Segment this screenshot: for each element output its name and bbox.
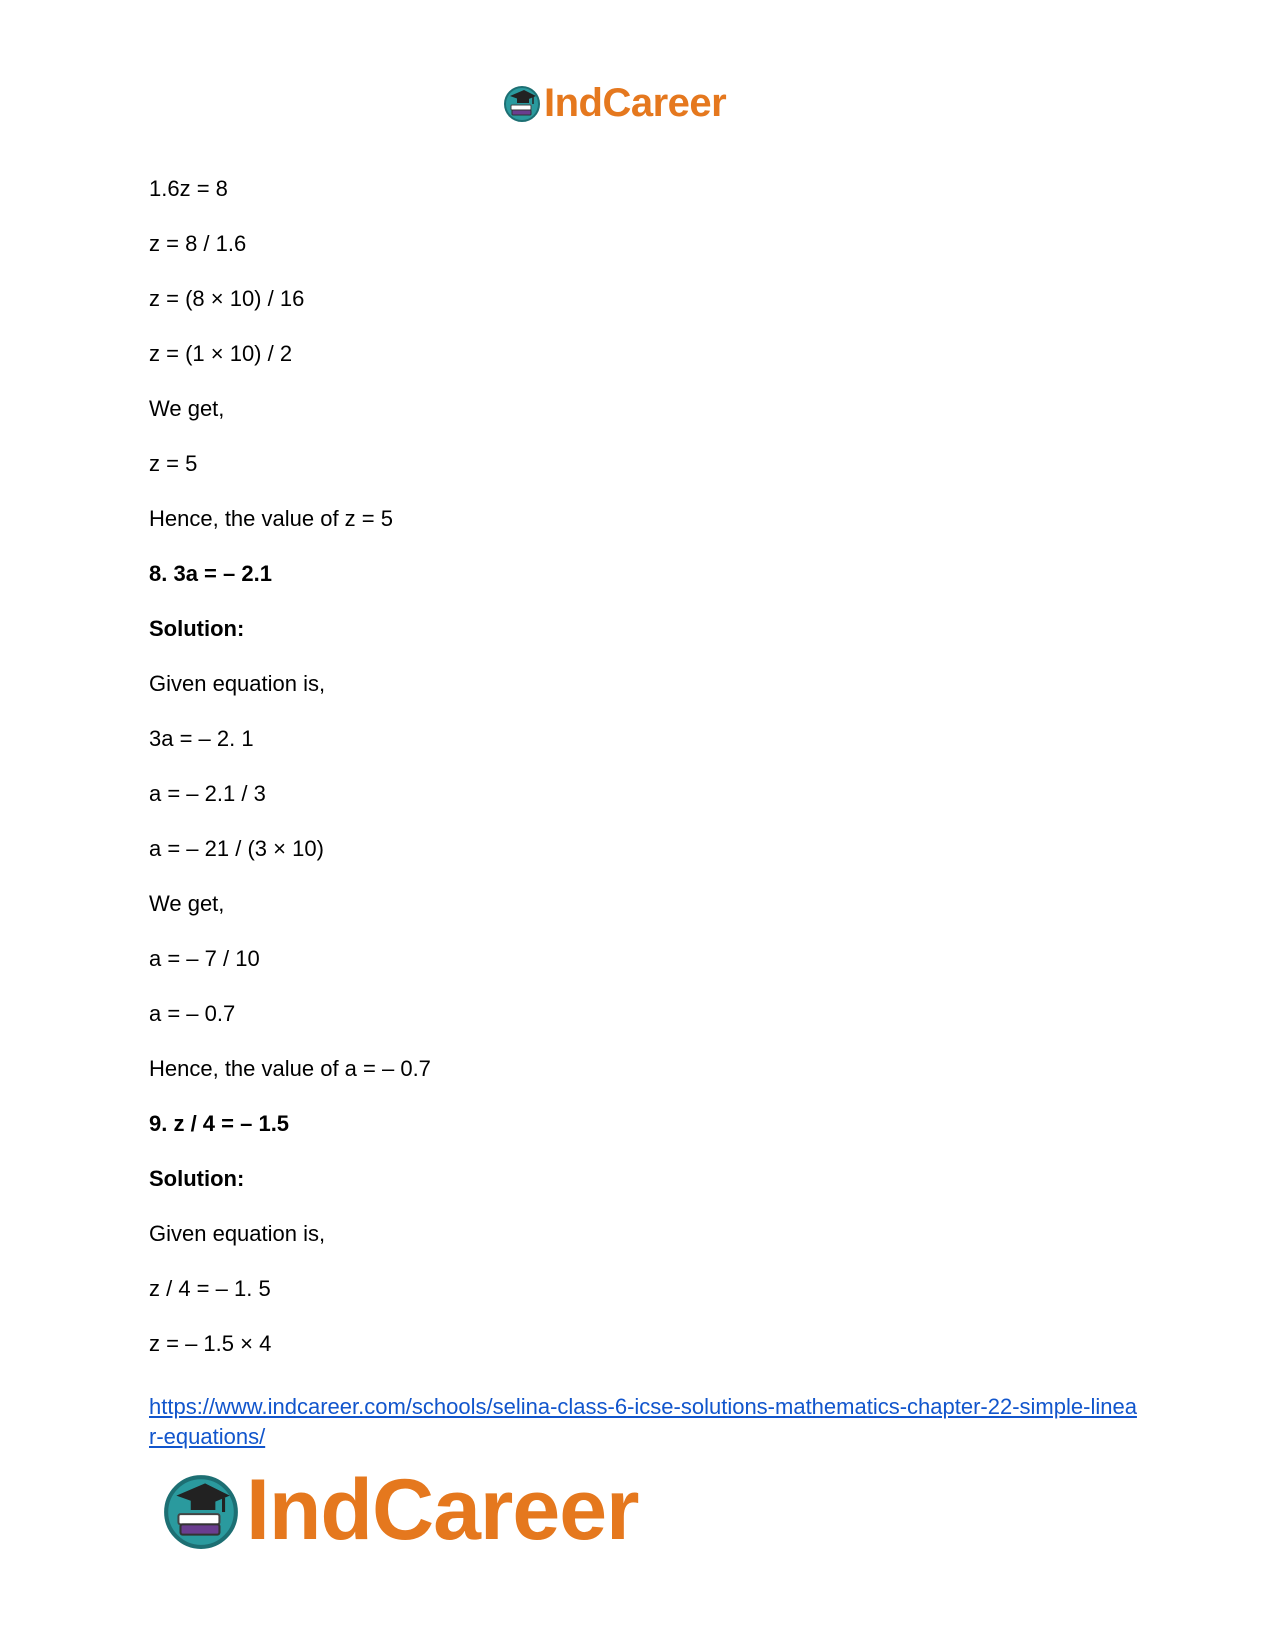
graduation-cap-books-globe-icon [160, 1469, 242, 1551]
text-line: z = (1 × 10) / 2 [149, 341, 293, 366]
heading-line: 9. z / 4 = – 1.5 [149, 1111, 290, 1136]
text-line: a = – 2.1 / 3 [149, 781, 266, 806]
logo-wordmark: IndCareer [544, 80, 727, 125]
text-line: a = – 7 / 10 [149, 946, 260, 971]
text-line: z = 8 / 1.6 [149, 231, 247, 256]
footer-logo [160, 1461, 639, 1558]
heading-line: Solution: [149, 616, 245, 641]
graduation-cap-books-globe-icon [502, 83, 542, 123]
text-line: Given equation is, [149, 1221, 326, 1246]
text-line: 3a = – 2. 1 [149, 726, 254, 751]
header-logo [502, 80, 726, 126]
document-body [149, 176, 1129, 1386]
text-line: z / 4 = – 1. 5 [149, 1276, 271, 1301]
text-line: Given equation is, [149, 671, 326, 696]
heading-line: Solution: [149, 1166, 245, 1191]
text-line: 1.6z = 8 [149, 176, 228, 201]
text-line: z = – 1.5 × 4 [149, 1331, 272, 1356]
text-line: z = 5 [149, 451, 198, 476]
heading-line: 8. 3a = – 2.1 [149, 561, 272, 586]
text-line: a = – 0.7 [149, 1001, 236, 1026]
text-line: We get, [149, 396, 225, 421]
source-link[interactable]: https://www.indcareer.com/schools/selina-class-6-icse-solutions-mathematics-chapter-22-simple-linear-equations/ [149, 1394, 1137, 1449]
text-line: Hence, the value of z = 5 [149, 506, 393, 531]
text-line: z = (8 × 10) / 16 [149, 286, 305, 311]
text-line: We get, [149, 891, 225, 916]
logo-wordmark: IndCareer [246, 1461, 639, 1558]
text-line: Hence, the value of a = – 0.7 [149, 1056, 431, 1081]
text-line: a = – 21 / (3 × 10) [149, 836, 324, 861]
